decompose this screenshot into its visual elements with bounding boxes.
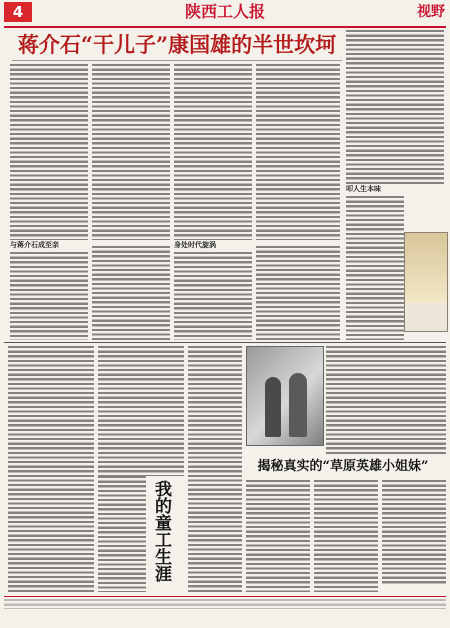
lead-article-column-5 bbox=[10, 252, 88, 340]
sub-heading-second: 身处时代旋涡 bbox=[174, 241, 216, 249]
lead-article-column-6 bbox=[92, 246, 170, 340]
lead-article-column-8 bbox=[256, 246, 340, 340]
childhood-article-column-4 bbox=[188, 346, 242, 592]
sisters-photo bbox=[246, 346, 324, 446]
photo-figure-left bbox=[265, 377, 281, 437]
lead-article-column-7 bbox=[174, 252, 252, 340]
heroines-article-column-3 bbox=[382, 480, 446, 584]
lead-article-column-4 bbox=[256, 64, 340, 240]
footer-line bbox=[4, 599, 446, 609]
headline-rule bbox=[12, 60, 342, 61]
photo-figure-right bbox=[289, 373, 307, 437]
bottom-rule bbox=[4, 596, 446, 597]
newspaper-name: 陕西工人报 bbox=[184, 2, 265, 21]
grassland-heroines-headline: 揭秘真实的“草原英雄小姐妹” bbox=[257, 459, 429, 474]
top-rule bbox=[4, 26, 446, 28]
heroines-article-column-1 bbox=[246, 480, 310, 592]
sub-heading-right: 叩人生本味 bbox=[346, 185, 381, 193]
childhood-vertical-title: 我的童工生涯 bbox=[151, 480, 171, 582]
childhood-article-column-3 bbox=[98, 476, 146, 592]
lead-article-column-1 bbox=[10, 64, 88, 240]
section-name: 视野 bbox=[417, 4, 445, 20]
lead-article-column-3 bbox=[174, 64, 252, 240]
section-divider bbox=[4, 342, 446, 343]
heroines-article-column-2 bbox=[314, 480, 378, 592]
book-cover-image bbox=[404, 232, 448, 332]
childhood-article-column-1 bbox=[8, 346, 94, 592]
main-headline: 蒋介石“干儿子”康国雄的半世坎坷 bbox=[17, 32, 337, 57]
right-article-column-top bbox=[346, 30, 444, 184]
childhood-article-column-2 bbox=[98, 346, 184, 476]
book-cover-art bbox=[405, 233, 447, 303]
lead-article-column-2 bbox=[92, 64, 170, 240]
heroines-article-column-top bbox=[326, 346, 446, 454]
sub-heading-first: 与蒋介石成至亲 bbox=[10, 241, 59, 249]
page-number: 4 bbox=[4, 2, 32, 22]
right-article-column-bottom bbox=[346, 196, 404, 340]
